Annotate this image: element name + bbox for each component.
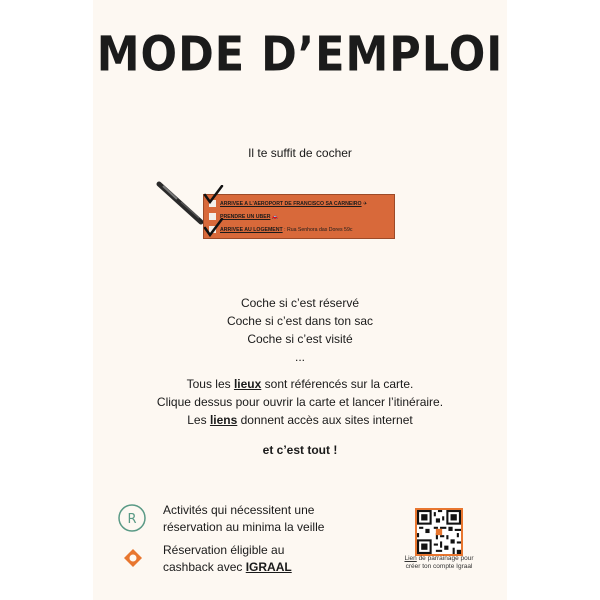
text-fragment: Tous les — [186, 377, 234, 391]
reservation-icon-letter: R — [127, 512, 137, 527]
reservation-icon — [117, 503, 147, 533]
checklist-item-detail: : Rua Senhora das Dores 59c — [282, 227, 353, 233]
checklist-item-label: ARRIVEE A L'AEROPORT DE FRANCISCO SA CARNEIRO — [220, 201, 362, 207]
qr-code[interactable] — [415, 508, 463, 556]
checklist-item — [220, 227, 352, 233]
links-info-block — [93, 375, 507, 429]
checklist-item — [220, 201, 367, 207]
cashback-legend — [163, 542, 292, 576]
instruction-line: ... — [294, 350, 305, 364]
instructions-page — [93, 0, 507, 600]
links-info-line: Clique dessus pour ouvrir la carte et lancer l’itinéraire. — [156, 395, 444, 409]
checklist-item-label: PRENDRE UN UBER — [220, 214, 271, 220]
instructions-block — [93, 294, 507, 366]
lieux-keyword: lieux — [233, 377, 262, 391]
instruction-line: Coche si c’est visité — [247, 332, 353, 346]
text-fragment: Les — [187, 413, 210, 427]
text-fragment: cashback avec — [163, 560, 246, 574]
links-info-line — [93, 375, 507, 393]
checklist-item — [220, 214, 278, 220]
legend-line: Activités qui nécessitent une — [163, 503, 315, 517]
instruction-line: Coche si c’est dans ton sac — [226, 314, 374, 328]
checklist-card — [203, 194, 395, 239]
referral-link[interactable]: Lien — [404, 555, 417, 562]
legend-line: réservation au minima la veille — [163, 520, 325, 534]
links-info-line — [93, 411, 507, 429]
cashback-icon — [123, 548, 143, 568]
reservation-legend — [163, 502, 324, 536]
text-fragment: donnent accès aux sites internet — [237, 413, 413, 427]
intro-text: Il te suffit de cocher — [248, 146, 352, 160]
instruction-line: Coche si c’est réservé — [240, 296, 360, 310]
qr-code-icon — [417, 510, 461, 554]
legend-line: Réservation éligible au — [163, 543, 285, 557]
checklist-item-label: ARRIVEE AU LOGEMENT — [220, 227, 283, 233]
car-icon: 🚗 — [271, 214, 279, 220]
checkmark-icon — [202, 218, 224, 238]
igraal-link[interactable]: IGRAAL — [245, 560, 292, 574]
closing-text: et c’est tout ! — [262, 443, 338, 457]
qr-caption — [387, 555, 491, 571]
text-fragment: sont référencés sur la carte. — [261, 377, 414, 391]
page-title: MODE D’EMPLOI — [96, 27, 504, 83]
liens-keyword: liens — [209, 413, 238, 427]
qr-caption-line — [387, 555, 491, 563]
legend-line — [163, 559, 292, 576]
text-fragment: de parrainage pour — [416, 555, 474, 562]
plane-icon: ✈ — [363, 201, 368, 207]
checkmark-icon — [202, 185, 224, 205]
qr-caption-line: créer ton compte Igraal — [405, 563, 473, 570]
